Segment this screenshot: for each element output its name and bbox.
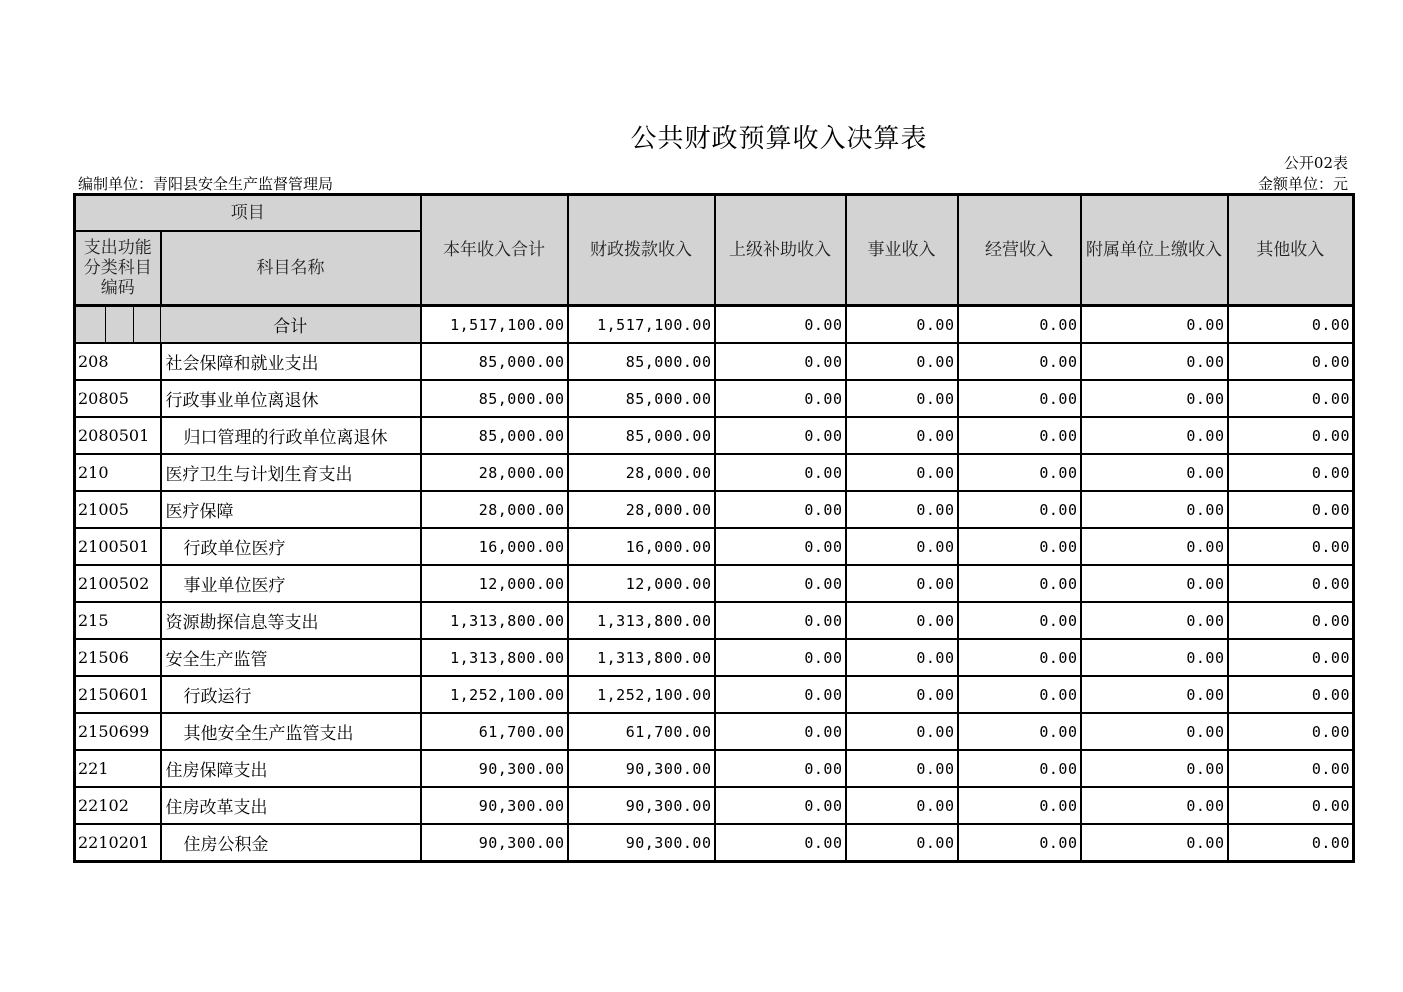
summary-other: 0.00: [1228, 306, 1354, 344]
row-name: 医疗保障: [161, 491, 421, 528]
row-business: 0.00: [846, 602, 958, 639]
summary-label: 合计: [161, 306, 421, 344]
table-row: [75, 528, 1354, 565]
table-row: [75, 565, 1354, 602]
row-total: 61,700.00: [421, 713, 568, 750]
row-code: 2080501: [75, 417, 161, 454]
row-other: 0.00: [1228, 491, 1354, 528]
summary-total: 1,517,100.00: [421, 306, 568, 344]
row-affiliated: 0.00: [1081, 528, 1228, 565]
row-fiscal: 90,300.00: [568, 750, 715, 787]
row-business: 0.00: [846, 676, 958, 713]
row-total: 85,000.00: [421, 343, 568, 380]
header-affiliated: 附属单位上缴收入: [1081, 195, 1228, 306]
row-superior: 0.00: [715, 380, 846, 417]
row-operating: 0.00: [958, 528, 1081, 565]
row-other: 0.00: [1228, 565, 1354, 602]
row-total: 28,000.00: [421, 454, 568, 491]
row-business: 0.00: [846, 454, 958, 491]
row-total: 1,313,800.00: [421, 639, 568, 676]
table-row: [75, 454, 1354, 491]
row-name: 住房保障支出: [161, 750, 421, 787]
row-other: 0.00: [1228, 713, 1354, 750]
row-superior: 0.00: [715, 528, 846, 565]
row-code: 20805: [75, 380, 161, 417]
row-other: 0.00: [1228, 676, 1354, 713]
row-superior: 0.00: [715, 713, 846, 750]
row-code: 221: [75, 750, 161, 787]
row-superior: 0.00: [715, 343, 846, 380]
row-operating: 0.00: [958, 380, 1081, 417]
row-operating: 0.00: [958, 565, 1081, 602]
row-other: 0.00: [1228, 343, 1354, 380]
page-title: 公共财政预算收入决算表: [630, 124, 928, 154]
row-total: 28,000.00: [421, 491, 568, 528]
header-name: 科目名称: [161, 231, 421, 306]
summary-superior: 0.00: [715, 306, 846, 344]
row-affiliated: 0.00: [1081, 380, 1228, 417]
row-fiscal: 85,000.00: [568, 343, 715, 380]
row-operating: 0.00: [958, 454, 1081, 491]
row-code: 2100502: [75, 565, 161, 602]
table-row: [75, 750, 1354, 787]
row-superior: 0.00: [715, 565, 846, 602]
row-business: 0.00: [846, 787, 958, 824]
row-other: 0.00: [1228, 639, 1354, 676]
row-name: 社会保障和就业支出: [161, 343, 421, 380]
row-business: 0.00: [846, 824, 958, 862]
header-code: 支出功能分类科目编码: [75, 231, 161, 306]
row-affiliated: 0.00: [1081, 491, 1228, 528]
row-superior: 0.00: [715, 639, 846, 676]
row-operating: 0.00: [958, 713, 1081, 750]
row-business: 0.00: [846, 565, 958, 602]
row-fiscal: 1,252,100.00: [568, 676, 715, 713]
row-code: 208: [75, 343, 161, 380]
row-name: 行政事业单位离退休: [161, 380, 421, 417]
row-operating: 0.00: [958, 824, 1081, 862]
row-affiliated: 0.00: [1081, 565, 1228, 602]
row-other: 0.00: [1228, 417, 1354, 454]
row-total: 1,252,100.00: [421, 676, 568, 713]
row-total: 85,000.00: [421, 417, 568, 454]
summary-fiscal: 1,517,100.00: [568, 306, 715, 344]
row-other: 0.00: [1228, 787, 1354, 824]
header-total: 本年收入合计: [421, 195, 568, 306]
row-affiliated: 0.00: [1081, 787, 1228, 824]
row-name: 住房公积金: [161, 824, 421, 862]
row-fiscal: 61,700.00: [568, 713, 715, 750]
row-name: 其他安全生产监管支出: [161, 713, 421, 750]
row-superior: 0.00: [715, 676, 846, 713]
row-operating: 0.00: [958, 417, 1081, 454]
row-code: 21506: [75, 639, 161, 676]
row-name: 住房改革支出: [161, 787, 421, 824]
row-business: 0.00: [846, 343, 958, 380]
row-other: 0.00: [1228, 750, 1354, 787]
row-fiscal: 28,000.00: [568, 491, 715, 528]
table-row: [75, 713, 1354, 750]
row-affiliated: 0.00: [1081, 417, 1228, 454]
row-business: 0.00: [846, 528, 958, 565]
table-row: [75, 417, 1354, 454]
row-other: 0.00: [1228, 824, 1354, 862]
row-superior: 0.00: [715, 750, 846, 787]
row-operating: 0.00: [958, 343, 1081, 380]
row-affiliated: 0.00: [1081, 676, 1228, 713]
row-code: 22102: [75, 787, 161, 824]
row-name: 事业单位医疗: [161, 565, 421, 602]
row-business: 0.00: [846, 491, 958, 528]
table-row: [75, 602, 1354, 639]
row-code: 2100501: [75, 528, 161, 565]
currency-unit-label: 金额单位：元: [1257, 175, 1348, 193]
table-row: [75, 639, 1354, 676]
row-fiscal: 12,000.00: [568, 565, 715, 602]
row-name: 行政运行: [161, 676, 421, 713]
table-number: 公开02表: [1283, 154, 1348, 172]
row-superior: 0.00: [715, 417, 846, 454]
row-other: 0.00: [1228, 602, 1354, 639]
table-row: [75, 343, 1354, 380]
header-business: 事业收入: [846, 195, 958, 306]
row-code: 215: [75, 602, 161, 639]
table-row: [75, 787, 1354, 824]
row-name: 归口管理的行政单位离退休: [161, 417, 421, 454]
revenue-table: [73, 193, 1355, 863]
row-code: 2210201: [75, 824, 161, 862]
header-other: 其他收入: [1228, 195, 1354, 306]
row-code: 210: [75, 454, 161, 491]
row-affiliated: 0.00: [1081, 639, 1228, 676]
row-business: 0.00: [846, 417, 958, 454]
summary-operating: 0.00: [958, 306, 1081, 344]
row-total: 90,300.00: [421, 750, 568, 787]
row-fiscal: 28,000.00: [568, 454, 715, 491]
row-operating: 0.00: [958, 750, 1081, 787]
row-name: 行政单位医疗: [161, 528, 421, 565]
row-operating: 0.00: [958, 787, 1081, 824]
row-business: 0.00: [846, 380, 958, 417]
row-code: 2150699: [75, 713, 161, 750]
row-operating: 0.00: [958, 602, 1081, 639]
table-row: [75, 380, 1354, 417]
row-affiliated: 0.00: [1081, 602, 1228, 639]
row-superior: 0.00: [715, 602, 846, 639]
row-operating: 0.00: [958, 491, 1081, 528]
row-other: 0.00: [1228, 454, 1354, 491]
row-affiliated: 0.00: [1081, 750, 1228, 787]
summary-affiliated: 0.00: [1081, 306, 1228, 344]
row-total: 1,313,800.00: [421, 602, 568, 639]
row-other: 0.00: [1228, 380, 1354, 417]
row-code: 21005: [75, 491, 161, 528]
row-fiscal: 85,000.00: [568, 417, 715, 454]
row-name: 医疗卫生与计划生育支出: [161, 454, 421, 491]
row-code: 2150601: [75, 676, 161, 713]
row-superior: 0.00: [715, 454, 846, 491]
header-superior: 上级补助收入: [715, 195, 846, 306]
row-name: 资源勘探信息等支出: [161, 602, 421, 639]
row-total: 85,000.00: [421, 380, 568, 417]
row-fiscal: 16,000.00: [568, 528, 715, 565]
header-fiscal: 财政拨款收入: [568, 195, 715, 306]
row-business: 0.00: [846, 639, 958, 676]
row-affiliated: 0.00: [1081, 343, 1228, 380]
summary-row: [75, 306, 1354, 344]
row-total: 90,300.00: [421, 787, 568, 824]
row-fiscal: 1,313,800.00: [568, 639, 715, 676]
table-row: [75, 491, 1354, 528]
row-business: 0.00: [846, 713, 958, 750]
row-superior: 0.00: [715, 787, 846, 824]
row-fiscal: 90,300.00: [568, 787, 715, 824]
row-affiliated: 0.00: [1081, 713, 1228, 750]
table-row: [75, 676, 1354, 713]
row-name: 安全生产监管: [161, 639, 421, 676]
row-operating: 0.00: [958, 639, 1081, 676]
row-superior: 0.00: [715, 824, 846, 862]
table-row: [75, 824, 1354, 862]
row-affiliated: 0.00: [1081, 824, 1228, 862]
row-fiscal: 1,313,800.00: [568, 602, 715, 639]
header-operating: 经营收入: [958, 195, 1081, 306]
row-affiliated: 0.00: [1081, 454, 1228, 491]
organization-label: 编制单位：青阳县安全生产监督管理局: [78, 175, 334, 193]
row-superior: 0.00: [715, 491, 846, 528]
row-total: 90,300.00: [421, 824, 568, 862]
row-total: 12,000.00: [421, 565, 568, 602]
summary-business: 0.00: [846, 306, 958, 344]
row-business: 0.00: [846, 750, 958, 787]
row-other: 0.00: [1228, 528, 1354, 565]
header-item: 项目: [75, 195, 421, 232]
row-fiscal: 85,000.00: [568, 380, 715, 417]
row-fiscal: 90,300.00: [568, 824, 715, 862]
summary-code-cell: [75, 306, 161, 344]
row-operating: 0.00: [958, 676, 1081, 713]
row-total: 16,000.00: [421, 528, 568, 565]
